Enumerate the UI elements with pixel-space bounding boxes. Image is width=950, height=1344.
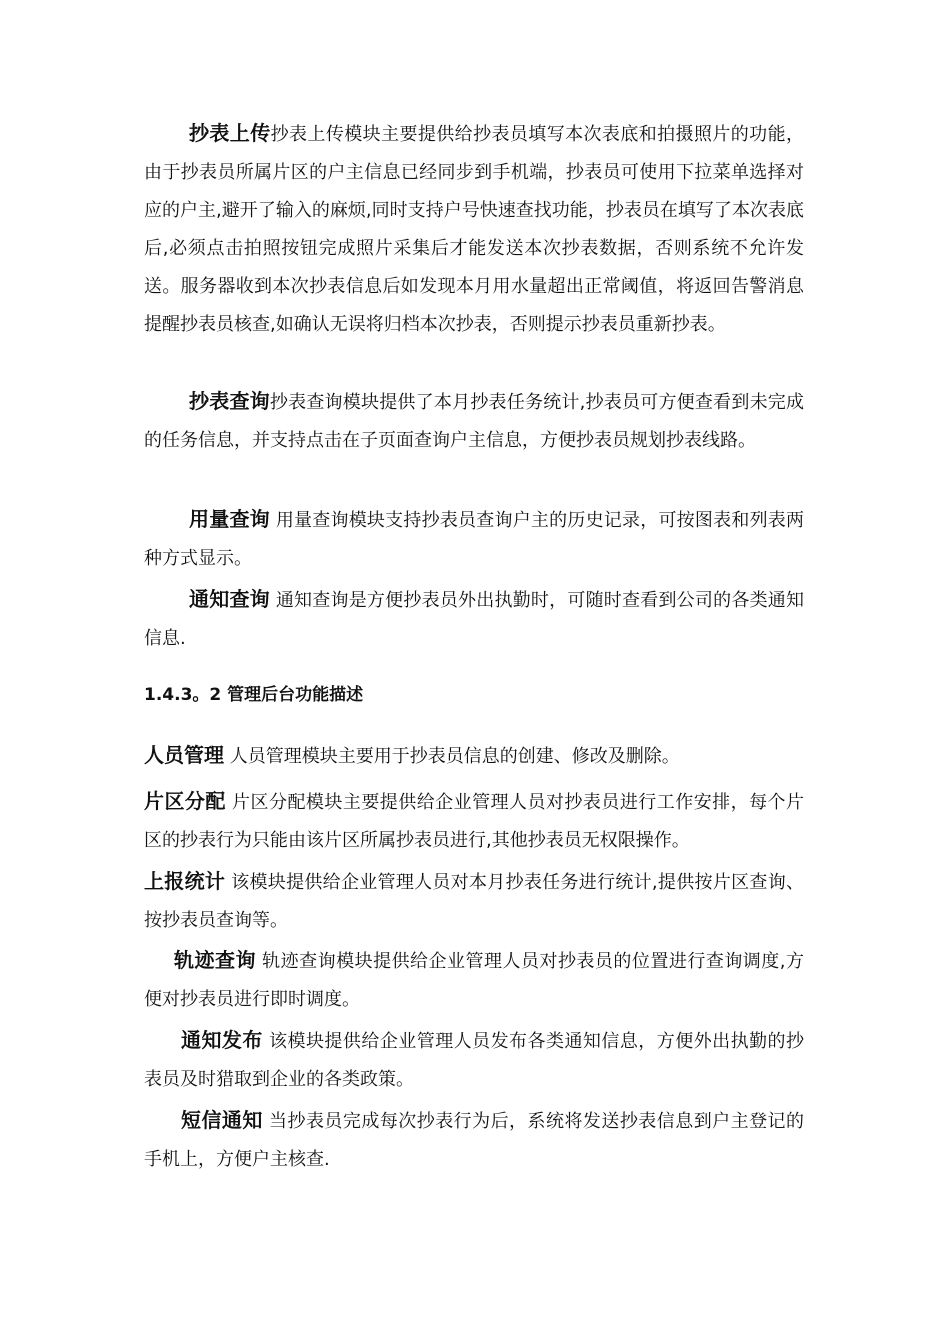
text-report: 该模块提供给企业管理人员对本月抄表任务进行统计,提供按片区查询、按抄表员查询等。 (144, 872, 804, 931)
text-staff: 人员管理模块主要用于抄表员信息的创建、修改及删除。 (224, 746, 680, 767)
term-sms: 短信通知 (181, 1108, 263, 1132)
paragraph-publish (144, 1021, 804, 1099)
term-track: 轨迹查询 (174, 948, 256, 972)
text-query: 抄表查询模块提供了本月抄表任务统计,抄表员可方便查看到未完成的任务信息，并支持点击在子页面查询户主信息，方便抄表员规划抄表线路。 (144, 392, 805, 451)
text-usage: 用量查询模块支持抄表员查询户主的历史记录，可按图表和列表两种方式显示。 (144, 510, 805, 569)
text-sms: 当抄表员完成每次抄表行为后，系统将发送抄表信息到户主登记的手机上，方便户主核查. (144, 1111, 805, 1170)
term-area: 片区分配 (144, 789, 226, 813)
paragraph-track (144, 941, 804, 1019)
paragraph-area (144, 782, 804, 860)
term-staff: 人员管理 (144, 743, 224, 767)
paragraph-sms (144, 1101, 804, 1179)
text-publish: 该模块提供给企业管理人员发布各类通知信息，方便外出执勤的抄表员及时猎取到企业的各类政策。 (144, 1031, 805, 1090)
paragraph-notice (144, 580, 804, 658)
text-notice: 通知查询是方便抄表员外出执勤时，可随时查看到公司的各类通知信息. (144, 590, 805, 649)
section-heading-admin: 1.4.3。2 管理后台功能描述 (144, 685, 364, 705)
text-track: 轨迹查询模块提供给企业管理人员对抄表员的位置进行查询调度,方便对抄表员进行即时调度。 (144, 951, 804, 1010)
paragraph-staff (144, 736, 804, 776)
term-report: 上报统计 (144, 869, 226, 893)
paragraph-query (144, 382, 804, 460)
paragraph-upload (144, 114, 804, 344)
text-upload: 抄表上传模块主要提供给抄表员填写本次表底和拍摄照片的功能，由于抄表员所属片区的户主信息已经同步到手机端，抄表员可使用下拉菜单选择对应的户主,避开了输入的麻烦,同时支持户号快速查找功能，抄表员在填写了本次表底后,必须点击拍照按钮完成照片采集后才能发送本次抄表数据，否则系统不允许发送。服务器收到本次抄表信息后如发现本月用水量超出正常阈值，将返回告警消息提醒抄表员核查,如确认无误将归档本次抄表，否则提示抄表员重新抄表。 (144, 124, 804, 335)
term-notice: 通知查询 (189, 587, 270, 611)
term-publish: 通知发布 (181, 1028, 263, 1052)
term-usage: 用量查询 (189, 507, 270, 531)
paragraph-usage (144, 500, 804, 578)
paragraph-report (144, 862, 804, 940)
text-area: 片区分配模块主要提供给企业管理人员对抄表员进行工作安排，每个片区的抄表行为只能由该片区所属抄表员进行,其他抄表员无权限操作。 (144, 792, 805, 851)
term-upload: 抄表上传 (189, 121, 271, 145)
term-query: 抄表查询 (189, 389, 270, 413)
